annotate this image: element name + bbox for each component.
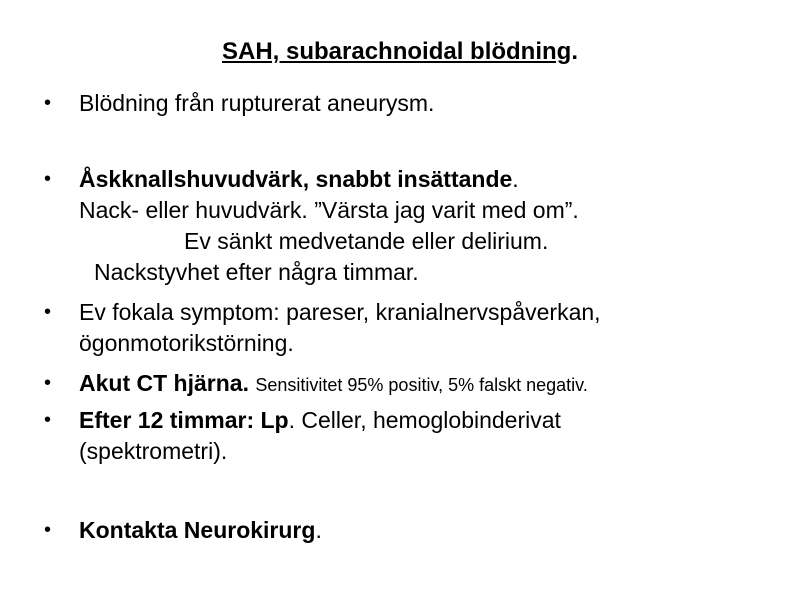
bullet-line: ögonmotorikstörning. — [79, 330, 294, 356]
slide-title — [0, 37, 800, 67]
slide-title-text: SAH, subarachnoidal blödning — [221, 38, 572, 65]
bullet-small-text: Sensitivitet 95% positiv, 5% falskt negativ. — [255, 375, 588, 395]
bullet-marker: • — [44, 168, 52, 190]
bullet-marker: • — [44, 301, 52, 323]
bullet-marker: • — [44, 92, 52, 114]
bullet-line: Ev sänkt medvetande eller delirium. — [184, 228, 549, 254]
bullet-line — [79, 368, 759, 401]
slide-title-suffix: . — [571, 38, 579, 65]
bullet-line — [79, 405, 759, 436]
bullet-bold-text: Efter 12 timmar: Lp — [79, 407, 289, 433]
bullet-bold-text: Åskknallshuvudvärk, snabbt insättande — [79, 166, 513, 192]
bullet-marker: • — [44, 372, 52, 394]
bullet-bold-text: Kontakta Neurokirurg — [79, 517, 316, 543]
bullet-rest-text: . — [315, 517, 322, 543]
bullet-bold-text: Akut CT hjärna. — [79, 370, 249, 396]
bullet-text — [79, 515, 759, 546]
bullet-line — [79, 164, 759, 195]
bullet-text — [79, 164, 759, 288]
bullet-marker: • — [44, 519, 52, 541]
bullet-rest-text: . Celler, hemoglobinderivat — [288, 407, 561, 433]
bullet-text — [79, 297, 759, 359]
bullet-text — [79, 88, 759, 119]
bullet-line: Ev fokala symptom: pareser, kranialnervspåverkan, — [79, 299, 601, 325]
bullet-line: (spektrometri). — [79, 438, 228, 464]
bullet-line — [79, 515, 759, 546]
bullet-line: Nackstyvhet efter några timmar. — [94, 259, 419, 285]
bullet-text — [79, 405, 759, 467]
bullet-line: Nack- eller huvudvärk. ”Värsta jag varit med om”. — [79, 197, 579, 223]
bullet-text — [79, 368, 759, 401]
bullet-marker: • — [44, 409, 52, 431]
bullet-line: Blödning från rupturerat aneurysm. — [79, 90, 435, 116]
bullet-bold-suffix: . — [512, 166, 519, 192]
